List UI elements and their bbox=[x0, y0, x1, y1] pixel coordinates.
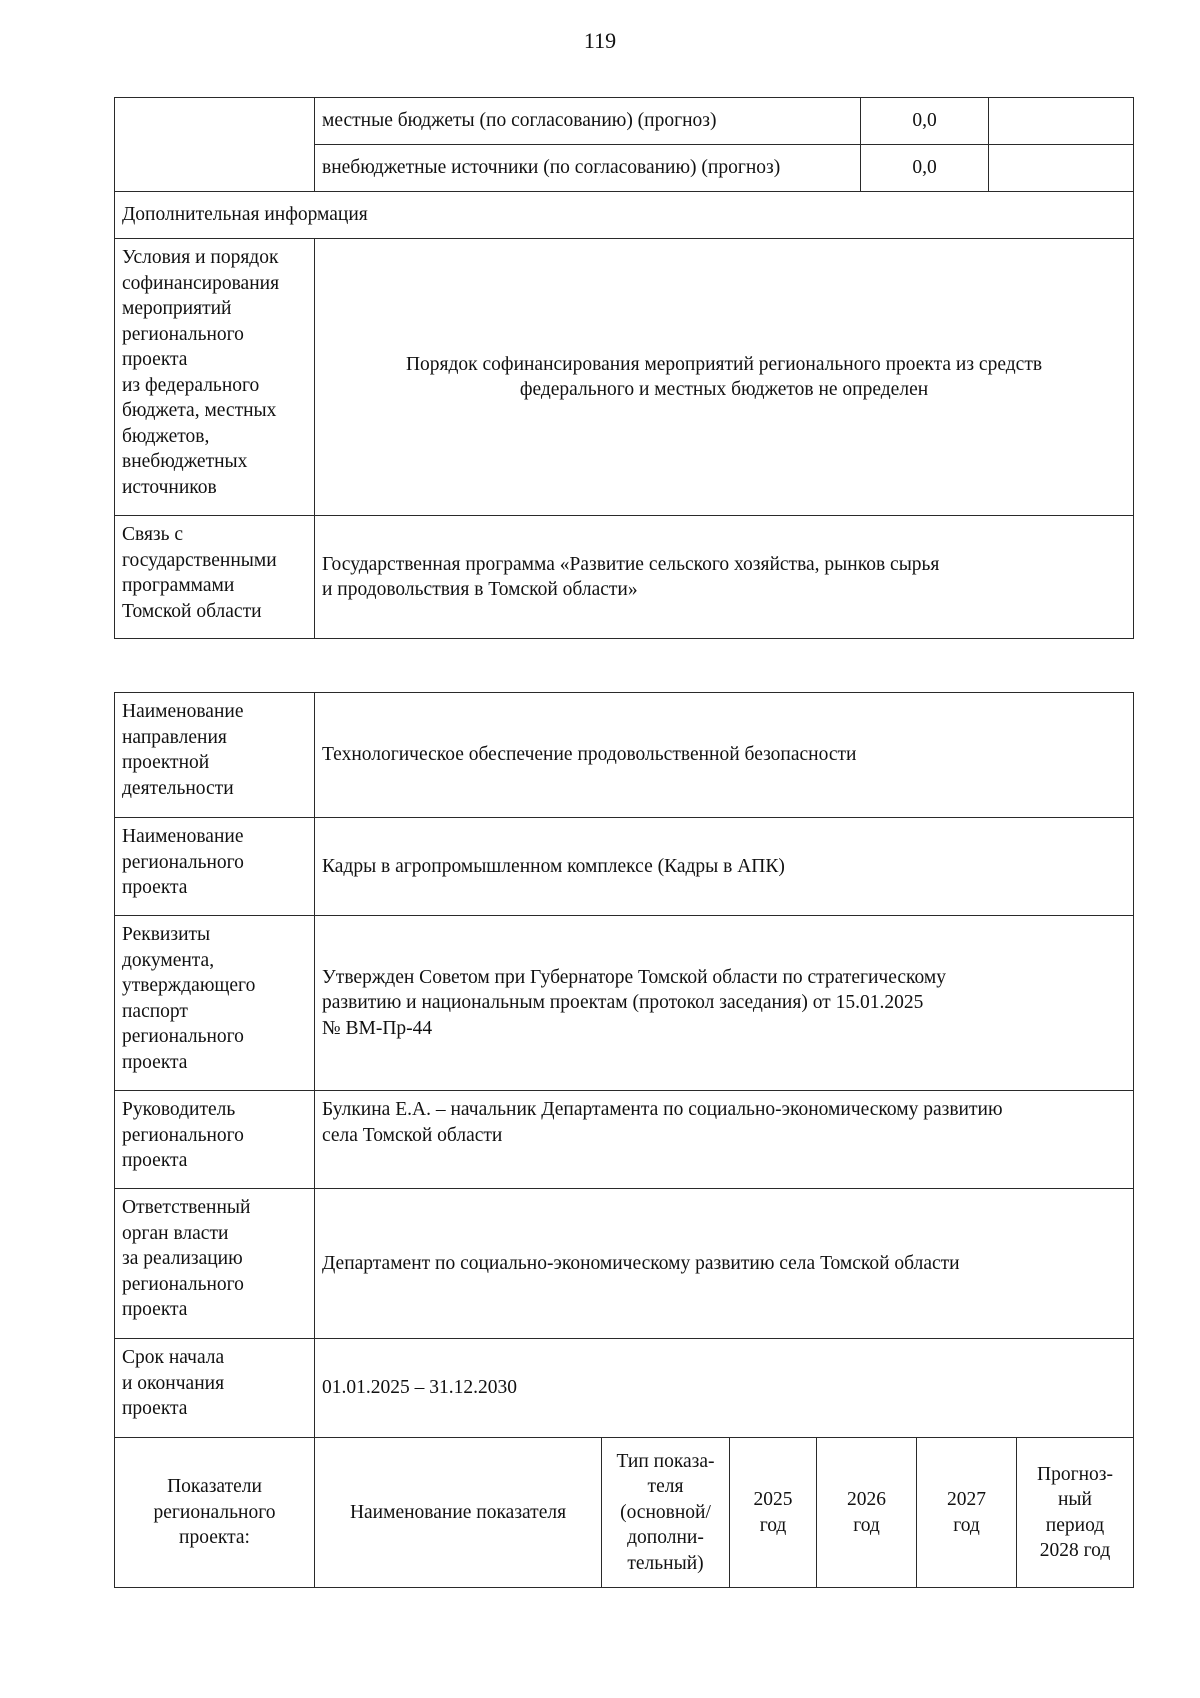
header-line: тельный) bbox=[627, 1552, 704, 1574]
header-line: ный bbox=[1058, 1489, 1092, 1510]
indicators-header-row bbox=[115, 1438, 1134, 1588]
label-line: Показатели bbox=[167, 1476, 262, 1498]
header-line: (основной/ bbox=[620, 1501, 711, 1523]
project-head-value bbox=[315, 1091, 1134, 1189]
label-line: Ответственный bbox=[122, 1197, 251, 1218]
header-line: период bbox=[1045, 1514, 1105, 1536]
value-line: 01.01.2025 – 31.12.2030 bbox=[322, 1377, 517, 1399]
value-line: Технологическое обеспечение продовольственной безопасности bbox=[322, 744, 857, 766]
value-line: Порядок софинансирования мероприятий регионального проекта из средств bbox=[405, 353, 1043, 375]
label-line: регионального bbox=[122, 1124, 244, 1146]
label-line: и окончания bbox=[122, 1372, 225, 1394]
project-head-row bbox=[115, 1091, 1134, 1189]
header-line: Прогноз- bbox=[1037, 1463, 1113, 1485]
header-line: год bbox=[853, 1514, 880, 1536]
label-line: утверждающего bbox=[122, 975, 256, 996]
header-line: год bbox=[953, 1514, 980, 1536]
funding-empty-value bbox=[989, 98, 1134, 145]
funding-source-label: местные бюджеты (по согласованию) (прогноз) bbox=[315, 98, 861, 145]
label-line: Реквизиты bbox=[122, 924, 211, 945]
label-line: софинансирования bbox=[122, 272, 280, 294]
label-line: регионального bbox=[122, 1026, 244, 1047]
direction-value bbox=[315, 693, 1134, 818]
project-name-label bbox=[115, 818, 315, 916]
header-line: 2026 bbox=[847, 1489, 886, 1510]
label-line: Наименование bbox=[122, 701, 244, 722]
additional-info-header: Дополнительная информация bbox=[115, 192, 1134, 239]
forecast-period-header bbox=[1017, 1438, 1134, 1588]
header-line: дополни- bbox=[627, 1527, 704, 1549]
label-line: из федерального bbox=[122, 374, 260, 396]
direction-label bbox=[115, 693, 315, 818]
funding-continuation-table bbox=[114, 97, 1134, 639]
funding-empty-value bbox=[989, 145, 1134, 192]
label-line: Связь с bbox=[122, 524, 184, 545]
label-line: Томской области bbox=[122, 600, 262, 622]
value-line: Государственная программа «Развитие сельского хозяйства, рынков сырья bbox=[322, 553, 940, 575]
label-line: документа, bbox=[122, 949, 215, 971]
header-line: 2028 год bbox=[1039, 1540, 1111, 1561]
label-line: проекта bbox=[122, 877, 188, 898]
header-line: 2025 bbox=[753, 1489, 793, 1510]
label-line: проекта bbox=[122, 1398, 188, 1419]
document-details-row bbox=[115, 916, 1134, 1091]
funding-row-local-budgets bbox=[115, 98, 1134, 145]
document-details-label bbox=[115, 916, 315, 1091]
value-line: села Томской области bbox=[322, 1124, 503, 1146]
value-line: Утвержден Советом при Губернаторе Томской области по стратегическому bbox=[322, 966, 946, 988]
header-line: 2027 bbox=[947, 1489, 986, 1510]
value-line: развитию и национальным проектам (протокол заседания) от 15.01.2025 bbox=[322, 992, 924, 1014]
state-programs-row bbox=[115, 516, 1134, 639]
label-line: проекта bbox=[122, 1051, 188, 1073]
value-line: и продовольствия в Томской области» bbox=[322, 579, 638, 600]
label-line: проекта bbox=[122, 1299, 188, 1320]
value-line: Кадры в агропромышленном комплексе (Кадры в АПК) bbox=[322, 855, 785, 877]
label-line: орган власти bbox=[122, 1222, 229, 1244]
label-line: мероприятий bbox=[122, 298, 232, 319]
funding-empty-cell bbox=[115, 98, 315, 192]
value-line: Булкина Е.А. – начальник Департамента по социально-экономическому развитию bbox=[322, 1099, 1003, 1120]
project-term-value bbox=[315, 1339, 1134, 1438]
label-line: регионального bbox=[122, 851, 244, 873]
state-programs-value bbox=[315, 516, 1134, 639]
label-line: деятельности bbox=[122, 777, 234, 799]
responsible-authority-row bbox=[115, 1189, 1134, 1339]
label-line: источников bbox=[122, 476, 217, 498]
header-line: год bbox=[759, 1514, 787, 1536]
label-line: регионального bbox=[122, 323, 244, 345]
year-2025-header bbox=[730, 1438, 817, 1588]
label-line: за реализацию bbox=[122, 1248, 243, 1269]
label-line: проектной bbox=[122, 752, 210, 773]
label-line: паспорт bbox=[122, 1000, 188, 1022]
label-line: направления bbox=[122, 726, 227, 748]
indicators-label bbox=[115, 1438, 315, 1588]
funding-value: 0,0 bbox=[861, 98, 989, 145]
header-line: теля bbox=[647, 1476, 684, 1498]
label-line: Наименование bbox=[122, 826, 244, 847]
label-line: проекта bbox=[122, 1150, 188, 1171]
cofinancing-row bbox=[115, 239, 1134, 516]
responsible-authority-label bbox=[115, 1189, 315, 1339]
state-programs-label bbox=[115, 516, 315, 639]
label-line: бюджета, местных bbox=[122, 400, 277, 421]
project-head-label bbox=[115, 1091, 315, 1189]
label-line: внебюджетных bbox=[122, 451, 248, 472]
cofinancing-label bbox=[115, 239, 315, 516]
indicator-name-header: Наименование показателя bbox=[315, 1438, 602, 1588]
additional-info-row bbox=[115, 192, 1134, 239]
funding-value: 0,0 bbox=[861, 145, 989, 192]
label-line: Условия и порядок bbox=[122, 247, 279, 268]
responsible-authority-value bbox=[315, 1189, 1134, 1339]
indicator-type-header bbox=[602, 1438, 730, 1588]
label-line: Срок начала bbox=[122, 1347, 225, 1368]
label-line: регионального bbox=[153, 1501, 276, 1523]
funding-source-label: внебюджетные источники (по согласованию) (прогноз) bbox=[315, 145, 861, 192]
header-line: Тип показа- bbox=[616, 1450, 715, 1472]
value-line: № ВМ-Пр-44 bbox=[322, 1017, 433, 1039]
project-name-row bbox=[115, 818, 1134, 916]
document-details-value bbox=[315, 916, 1134, 1091]
page-number: 119 bbox=[583, 28, 617, 53]
project-term-label bbox=[115, 1339, 315, 1438]
project-name-value bbox=[315, 818, 1134, 916]
label-line: проекта bbox=[122, 349, 188, 370]
value-line: Департамент по социально-экономическому развитию села Томской области bbox=[322, 1252, 960, 1274]
project-term-row bbox=[115, 1339, 1134, 1438]
year-2026-header bbox=[817, 1438, 917, 1588]
label-line: государственными bbox=[122, 549, 277, 571]
direction-row bbox=[115, 693, 1134, 818]
value-line: федерального и местных бюджетов не определен bbox=[519, 379, 929, 400]
label-line: проекта: bbox=[179, 1527, 250, 1549]
label-line: регионального bbox=[122, 1273, 244, 1295]
cofinancing-value bbox=[315, 239, 1134, 516]
project-passport-table bbox=[114, 692, 1134, 1588]
label-line: программами bbox=[122, 575, 235, 596]
label-line: Руководитель bbox=[122, 1099, 236, 1120]
year-2027-header bbox=[917, 1438, 1017, 1588]
label-line: бюджетов, bbox=[122, 425, 210, 447]
